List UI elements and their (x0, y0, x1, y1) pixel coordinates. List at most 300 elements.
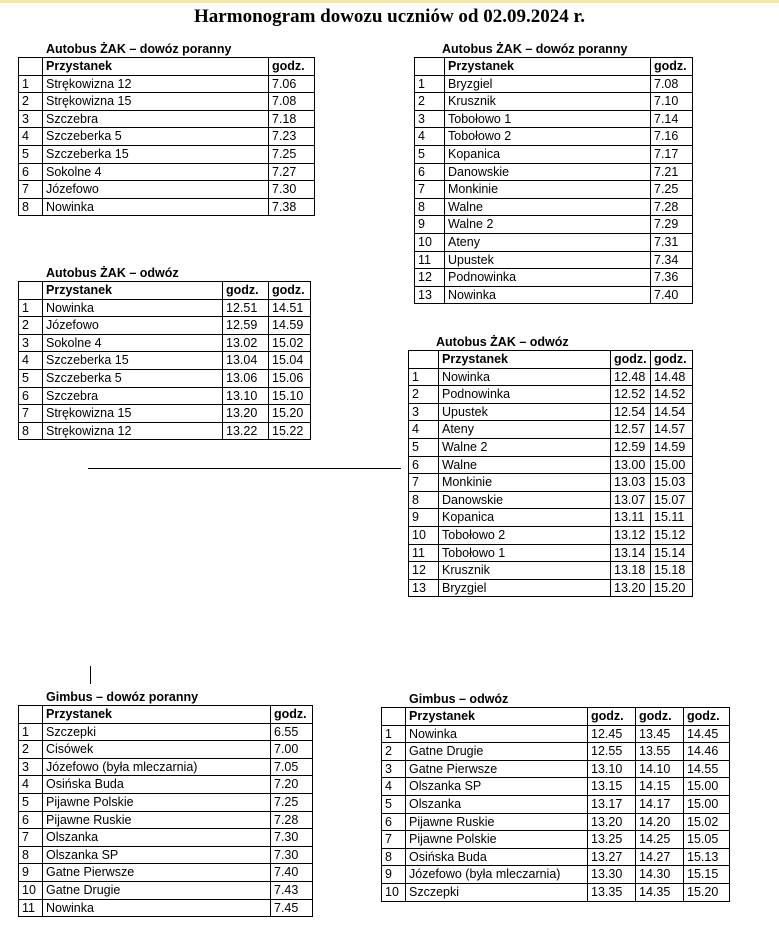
stop-name: Sokolne 4 (43, 334, 223, 352)
stop-name: Tobołowo 2 (439, 526, 611, 544)
row-number: 12 (409, 562, 439, 580)
stop-name: Pijawne Polskie (406, 831, 588, 849)
departure-time: 7.30 (271, 846, 313, 864)
header-stop: Przystanek (439, 351, 611, 369)
table-row (409, 579, 693, 597)
stop-name: Monkinie (445, 181, 651, 199)
row-number: 5 (19, 145, 43, 163)
table-row (415, 145, 693, 163)
departure-time: 15.20 (269, 405, 311, 423)
table-row (415, 269, 693, 287)
table-row (409, 386, 693, 404)
departure-time: 7.43 (271, 881, 313, 899)
departure-time: 14.55 (684, 760, 730, 778)
row-number: 2 (382, 743, 406, 761)
table-row (382, 743, 730, 761)
row-number: 2 (19, 317, 43, 335)
divider-line (88, 468, 401, 469)
table-row (19, 299, 311, 317)
table-row (19, 163, 315, 181)
table-row (19, 405, 311, 423)
table-row (19, 793, 313, 811)
stop-name: Krusznik (445, 93, 651, 111)
row-number: 4 (415, 128, 445, 146)
gimbus-morning-table (18, 690, 313, 917)
departure-time: 7.20 (271, 776, 313, 794)
stop-name: Walne 2 (445, 216, 651, 234)
header-time: godz. (269, 282, 311, 300)
departure-time: 13.45 (636, 725, 684, 743)
row-number: 8 (409, 491, 439, 509)
table-row (409, 509, 693, 527)
stop-name: Osińska Buda (406, 848, 588, 866)
table-row (19, 334, 311, 352)
stop-name: Strękowizna 12 (43, 422, 223, 440)
departure-time: 7.28 (651, 198, 693, 216)
table-row (19, 811, 313, 829)
table-row (19, 758, 313, 776)
departure-time: 15.13 (684, 848, 730, 866)
row-number: 7 (415, 181, 445, 199)
table-row (19, 181, 315, 199)
stop-name: Nowinka (43, 899, 271, 917)
table-row (382, 725, 730, 743)
departure-time: 13.55 (636, 743, 684, 761)
header-number (409, 351, 439, 369)
zak-return-west-table (18, 266, 311, 440)
departure-time: 15.14 (651, 544, 693, 562)
row-number: 13 (409, 579, 439, 597)
row-number: 1 (19, 299, 43, 317)
departure-time: 7.45 (271, 899, 313, 917)
row-number: 3 (415, 110, 445, 128)
departure-time: 12.59 (611, 438, 651, 456)
table-row (19, 75, 315, 93)
stop-name: Gatne Pierwsze (406, 760, 588, 778)
table-row (382, 848, 730, 866)
stop-name: Józefowo (była mleczarnia) (43, 758, 271, 776)
table-row (19, 829, 313, 847)
stop-name: Szczepki (43, 723, 271, 741)
table-row (409, 544, 693, 562)
table-row (19, 198, 315, 216)
table-row (382, 795, 730, 813)
departure-time: 14.30 (636, 866, 684, 884)
departure-time: 7.27 (269, 163, 315, 181)
stop-name: Józefowo (była mleczarnia) (406, 866, 588, 884)
stop-name: Szczeberka 5 (43, 128, 269, 146)
stop-name: Tobołowo 2 (445, 128, 651, 146)
stop-name: Nowinka (439, 368, 611, 386)
departure-time: 15.11 (651, 509, 693, 527)
table-row (409, 368, 693, 386)
departure-time: 15.18 (651, 562, 693, 580)
stop-name: Upustek (439, 403, 611, 421)
row-number: 2 (409, 386, 439, 404)
row-number: 4 (409, 421, 439, 439)
departure-time: 15.02 (684, 813, 730, 831)
departure-time: 15.12 (651, 526, 693, 544)
departure-time: 7.28 (271, 811, 313, 829)
row-number: 2 (19, 741, 43, 759)
row-number: 2 (415, 93, 445, 111)
departure-time: 15.04 (269, 352, 311, 370)
schedule-table (18, 281, 311, 440)
row-number: 5 (19, 793, 43, 811)
departure-time: 12.55 (588, 743, 636, 761)
departure-time: 7.06 (269, 75, 315, 93)
stop-name: Józefowo (43, 181, 269, 199)
row-number: 1 (19, 723, 43, 741)
table-row (19, 846, 313, 864)
stop-name: Szczeberka 15 (43, 145, 269, 163)
table-row (19, 145, 315, 163)
row-number: 4 (19, 128, 43, 146)
departure-time: 7.14 (651, 110, 693, 128)
row-number: 3 (19, 758, 43, 776)
row-number: 6 (19, 163, 43, 181)
stop-name: Pijawne Ruskie (43, 811, 271, 829)
departure-time: 7.18 (269, 110, 315, 128)
stop-name: Osińska Buda (43, 776, 271, 794)
page-title: Harmonogram dowozu uczniów od 02.09.2024 r. (194, 6, 585, 27)
table-row (409, 491, 693, 509)
row-number: 5 (382, 795, 406, 813)
row-number: 9 (415, 216, 445, 234)
departure-time: 13.00 (611, 456, 651, 474)
row-number: 5 (19, 369, 43, 387)
row-number: 5 (409, 438, 439, 456)
stop-name: Gatne Pierwsze (43, 864, 271, 882)
header-row (19, 58, 315, 76)
departure-time: 14.51 (269, 299, 311, 317)
departure-time: 13.17 (588, 795, 636, 813)
table-row (19, 776, 313, 794)
departure-time: 12.52 (611, 386, 651, 404)
table-row (19, 422, 311, 440)
row-number: 10 (409, 526, 439, 544)
departure-time: 13.11 (611, 509, 651, 527)
departure-time: 13.20 (223, 405, 269, 423)
stop-name: Podnowinka (445, 269, 651, 287)
departure-time: 14.35 (636, 883, 684, 901)
table-row (19, 899, 313, 917)
row-number: 10 (19, 881, 43, 899)
table-row (19, 128, 315, 146)
departure-time: 13.06 (223, 369, 269, 387)
departure-time: 12.51 (223, 299, 269, 317)
header-time: godz. (271, 706, 313, 724)
table-caption: Gimbus – odwóz (409, 692, 509, 706)
row-number: 3 (382, 760, 406, 778)
departure-time: 13.25 (588, 831, 636, 849)
table-row (409, 438, 693, 456)
departure-time: 13.27 (588, 848, 636, 866)
stop-name: Szczeberka 15 (43, 352, 223, 370)
departure-time: 7.30 (269, 181, 315, 199)
table-row (415, 110, 693, 128)
departure-time: 14.57 (651, 421, 693, 439)
header-time: godz. (636, 708, 684, 726)
table-row (415, 198, 693, 216)
departure-time: 15.06 (269, 369, 311, 387)
zak-return-east-table (408, 335, 693, 597)
table-row (19, 387, 311, 405)
stop-name: Danowskie (439, 491, 611, 509)
stop-name: Monkinie (439, 474, 611, 492)
departure-time: 13.12 (611, 526, 651, 544)
departure-time: 13.10 (588, 760, 636, 778)
departure-time: 13.15 (588, 778, 636, 796)
header-number (19, 706, 43, 724)
row-number: 11 (19, 899, 43, 917)
departure-time: 13.04 (223, 352, 269, 370)
table-row (409, 403, 693, 421)
stop-name: Józefowo (43, 317, 223, 335)
stop-name: Nowinka (43, 198, 269, 216)
stop-name: Olszanka SP (406, 778, 588, 796)
row-number: 1 (19, 75, 43, 93)
row-number: 8 (19, 846, 43, 864)
departure-time: 14.52 (651, 386, 693, 404)
departure-time: 13.18 (611, 562, 651, 580)
table-row (382, 883, 730, 901)
row-number: 8 (382, 848, 406, 866)
departure-time: 14.10 (636, 760, 684, 778)
departure-time: 13.35 (588, 883, 636, 901)
stop-name: Olszanka (43, 829, 271, 847)
table-row (382, 831, 730, 849)
row-number: 10 (415, 233, 445, 251)
row-number: 5 (415, 145, 445, 163)
stop-name: Szczebra (43, 110, 269, 128)
departure-time: 14.25 (636, 831, 684, 849)
departure-time: 7.25 (651, 181, 693, 199)
table-caption: Autobus ŻAK – odwóz (436, 335, 569, 349)
header-row (382, 708, 730, 726)
stop-name: Podnowinka (439, 386, 611, 404)
departure-time: 15.15 (684, 866, 730, 884)
departure-time: 7.23 (269, 128, 315, 146)
row-number: 6 (409, 456, 439, 474)
departure-time: 15.00 (684, 778, 730, 796)
table-caption: Autobus ŻAK – dowóz poranny (46, 42, 232, 56)
departure-time: 7.05 (271, 758, 313, 776)
stop-name: Walne 2 (439, 438, 611, 456)
row-number: 9 (409, 509, 439, 527)
row-number: 3 (409, 403, 439, 421)
row-number: 9 (382, 866, 406, 884)
schedule-table (381, 707, 730, 902)
table-row (19, 723, 313, 741)
row-number: 8 (19, 198, 43, 216)
row-number: 7 (382, 831, 406, 849)
stop-name: Olszanka SP (43, 846, 271, 864)
departure-time: 15.02 (269, 334, 311, 352)
table-row (382, 813, 730, 831)
row-number: 9 (19, 864, 43, 882)
table-row (415, 128, 693, 146)
stop-name: Cisówek (43, 741, 271, 759)
departure-time: 14.27 (636, 848, 684, 866)
schedule-table (408, 350, 693, 597)
row-number: 6 (19, 387, 43, 405)
row-number: 4 (19, 352, 43, 370)
departure-time: 7.21 (651, 163, 693, 181)
stop-name: Nowinka (43, 299, 223, 317)
row-number: 10 (382, 883, 406, 901)
header-stop: Przystanek (445, 58, 651, 76)
table-row (19, 352, 311, 370)
table-caption: Gimbus – dowóz poranny (46, 690, 199, 704)
stop-name: Tobołowo 1 (445, 110, 651, 128)
header-stop: Przystanek (43, 706, 271, 724)
departure-time: 7.16 (651, 128, 693, 146)
departure-time: 13.14 (611, 544, 651, 562)
row-number: 7 (409, 474, 439, 492)
departure-time: 14.59 (651, 438, 693, 456)
departure-time: 14.15 (636, 778, 684, 796)
stop-name: Sokolne 4 (43, 163, 269, 181)
row-number: 11 (409, 544, 439, 562)
zak-morning-west-table (18, 42, 315, 216)
departure-time: 13.10 (223, 387, 269, 405)
row-number: 8 (19, 422, 43, 440)
header-number (382, 708, 406, 726)
header-number (19, 282, 43, 300)
departure-time: 7.25 (269, 145, 315, 163)
departure-time: 15.05 (684, 831, 730, 849)
stop-name: Walne (445, 198, 651, 216)
departure-time: 15.03 (651, 474, 693, 492)
table-row (415, 216, 693, 234)
departure-time: 13.03 (611, 474, 651, 492)
departure-time: 13.30 (588, 866, 636, 884)
departure-time: 13.22 (223, 422, 269, 440)
row-number: 12 (415, 269, 445, 287)
table-row (19, 881, 313, 899)
departure-time: 7.34 (651, 251, 693, 269)
zak-morning-east-table (414, 42, 693, 304)
stop-name: Olszanka (406, 795, 588, 813)
departure-time: 7.40 (651, 286, 693, 304)
header-time: godz. (651, 351, 693, 369)
departure-time: 7.17 (651, 145, 693, 163)
row-number: 3 (19, 110, 43, 128)
row-number: 6 (382, 813, 406, 831)
departure-time: 7.08 (269, 93, 315, 111)
departure-time: 15.10 (269, 387, 311, 405)
schedule-table (414, 57, 693, 304)
stop-name: Bryzgiel (439, 579, 611, 597)
header-row (409, 351, 693, 369)
departure-time: 7.08 (651, 75, 693, 93)
top-border (0, 0, 779, 3)
table-row (415, 286, 693, 304)
stop-name: Walne (439, 456, 611, 474)
table-row (409, 421, 693, 439)
header-time: godz. (223, 282, 269, 300)
row-number: 7 (19, 405, 43, 423)
table-row (415, 233, 693, 251)
departure-time: 14.20 (636, 813, 684, 831)
departure-time: 14.45 (684, 725, 730, 743)
header-row (19, 282, 311, 300)
departure-time: 7.31 (651, 233, 693, 251)
stop-name: Gatne Drugie (43, 881, 271, 899)
row-number: 7 (19, 181, 43, 199)
table-row (415, 181, 693, 199)
row-number: 4 (382, 778, 406, 796)
row-number: 1 (409, 368, 439, 386)
departure-time: 7.38 (269, 198, 315, 216)
header-time: godz. (588, 708, 636, 726)
departure-time: 12.59 (223, 317, 269, 335)
table-row (382, 760, 730, 778)
departure-time: 7.40 (271, 864, 313, 882)
departure-time: 13.07 (611, 491, 651, 509)
stop-name: Upustek (445, 251, 651, 269)
table-row (382, 778, 730, 796)
header-number (415, 58, 445, 76)
row-number: 6 (415, 163, 445, 181)
table-row (415, 75, 693, 93)
table-row (409, 456, 693, 474)
departure-time: 14.17 (636, 795, 684, 813)
table-row (409, 474, 693, 492)
header-row (415, 58, 693, 76)
stop-name: Szczeberka 5 (43, 369, 223, 387)
row-number: 13 (415, 286, 445, 304)
header-time: godz. (611, 351, 651, 369)
table-row (19, 864, 313, 882)
stop-name: Bryzgiel (445, 75, 651, 93)
header-time: godz. (684, 708, 730, 726)
departure-time: 15.00 (684, 795, 730, 813)
header-stop: Przystanek (43, 58, 269, 76)
stop-name: Strękowizna 12 (43, 75, 269, 93)
departure-time: 12.57 (611, 421, 651, 439)
text-cursor-mark (90, 666, 91, 684)
table-row (415, 93, 693, 111)
departure-time: 7.29 (651, 216, 693, 234)
table-row (415, 163, 693, 181)
departure-time: 7.36 (651, 269, 693, 287)
header-time: godz. (651, 58, 693, 76)
table-caption: Autobus ŻAK – odwóz (46, 266, 179, 280)
departure-time: 14.46 (684, 743, 730, 761)
departure-time: 14.59 (269, 317, 311, 335)
departure-time: 13.20 (588, 813, 636, 831)
row-number: 6 (19, 811, 43, 829)
header-row (19, 706, 313, 724)
stop-name: Ateny (439, 421, 611, 439)
row-number: 1 (415, 75, 445, 93)
table-row (19, 110, 315, 128)
header-time: godz. (269, 58, 315, 76)
table-row (19, 741, 313, 759)
header-stop: Przystanek (406, 708, 588, 726)
gimbus-return-table (381, 692, 730, 902)
row-number: 4 (19, 776, 43, 794)
table-row (409, 526, 693, 544)
departure-time: 13.02 (223, 334, 269, 352)
departure-time: 15.22 (269, 422, 311, 440)
schedule-table (18, 705, 313, 917)
schedule-table (18, 57, 315, 216)
departure-time: 7.10 (651, 93, 693, 111)
departure-time: 6.55 (271, 723, 313, 741)
